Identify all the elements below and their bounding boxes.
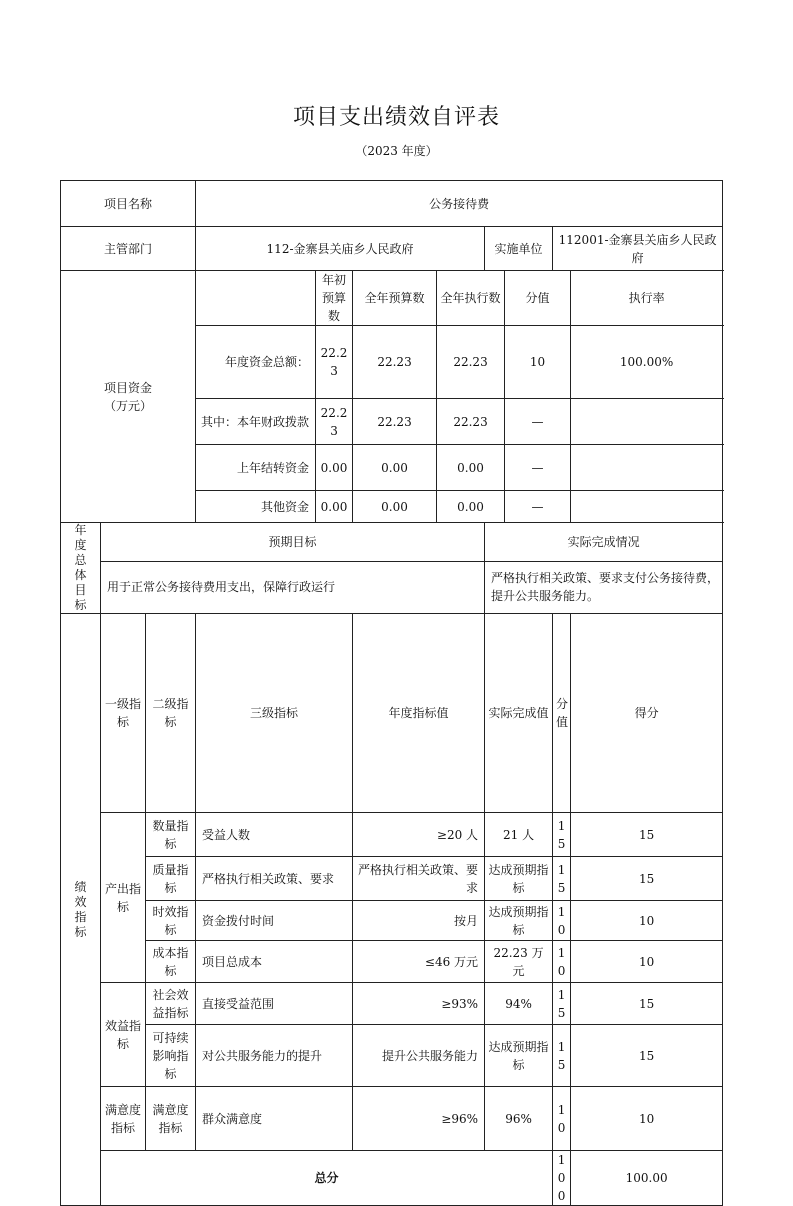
year-subtitle: （2023 年度） <box>355 144 438 158</box>
score: 15 <box>571 1025 723 1087</box>
header-actual: 实际完成值 <box>485 614 553 813</box>
funds-rate <box>571 491 723 523</box>
score: 15 <box>571 813 723 857</box>
level3: 对公共服务能力的提升 <box>196 1025 353 1087</box>
funds-header-row <box>61 271 723 326</box>
header-initial-budget: 年初预算数 <box>316 271 353 326</box>
dept-label: 主管部门 <box>61 227 196 271</box>
score: 15 <box>571 983 723 1025</box>
header-exec-rate: 执行率 <box>571 271 723 326</box>
funds-rate <box>571 399 723 445</box>
funds-initial: 0.00 <box>316 491 353 523</box>
header-executed: 全年执行数 <box>437 271 505 326</box>
perf-indicator-label: 绩 效 指 标 <box>61 614 101 1206</box>
score: 15 <box>571 857 723 901</box>
project-name-value: 公务接待费 <box>196 181 723 227</box>
indicator-row <box>61 983 723 1025</box>
actual-completion-text: 严格执行相关政策、要求支付公务接待费，提升公共服务能力。 <box>485 561 723 613</box>
score-value: 10 <box>553 941 571 983</box>
funds-label-line2: （万元） <box>104 398 153 413</box>
funds-full: 22.23 <box>353 399 437 445</box>
score-value: 10 <box>553 1087 571 1151</box>
funds-header-empty <box>196 271 316 326</box>
funds-full: 22.23 <box>353 326 437 399</box>
indicator-row <box>61 1087 723 1151</box>
funds-rate: 100.00% <box>571 326 723 399</box>
actual-value: 96% <box>485 1087 553 1151</box>
dept-value: 112-金寨县关庙乡人民政府 <box>196 227 485 271</box>
funds-exec: 0.00 <box>437 491 505 523</box>
header-level3: 三级指标 <box>196 614 353 813</box>
annual-goal-label: 年 度 总 体 目 标 <box>61 523 101 614</box>
header-target: 年度指标值 <box>353 614 485 813</box>
total-row <box>61 1151 723 1206</box>
level3: 资金拨付时间 <box>196 901 353 941</box>
total-label: 总分 <box>101 1151 553 1206</box>
score-value: 15 <box>553 983 571 1025</box>
funds-score-value: — <box>505 445 571 491</box>
goal-header-row <box>61 523 723 562</box>
funds-exec: 22.23 <box>437 399 505 445</box>
score-value: 15 <box>553 857 571 901</box>
target-value: ≥93% <box>353 983 485 1025</box>
header-score: 得分 <box>571 614 723 813</box>
indicator-row <box>61 941 723 983</box>
level3: 项目总成本 <box>196 941 353 983</box>
indicator-row <box>61 857 723 901</box>
level2: 成本指标 <box>146 941 196 983</box>
actual-value: 21 人 <box>485 813 553 857</box>
header-score-value: 分值 <box>505 271 571 326</box>
level1-satisfaction: 满意度指标 <box>101 1087 146 1151</box>
funds-score-value: — <box>505 491 571 523</box>
level3: 严格执行相关政策、要求 <box>196 857 353 901</box>
page-title: 项目支出绩效自评表 <box>292 105 500 130</box>
target-value: 严格执行相关政策、要求 <box>353 857 485 901</box>
header-full-budget: 全年预算数 <box>353 271 437 326</box>
indicator-row <box>61 1025 723 1087</box>
score-value: 15 <box>553 1025 571 1087</box>
funds-full: 0.00 <box>353 491 437 523</box>
goal-content-row <box>61 561 723 613</box>
level2: 社会效益指标 <box>146 983 196 1025</box>
evaluation-table <box>60 180 723 1206</box>
indicator-row <box>61 901 723 941</box>
funds-score-value: 10 <box>505 326 571 399</box>
actual-value: 94% <box>485 983 553 1025</box>
total-score-value: 100 <box>553 1151 571 1206</box>
target-value: 按月 <box>353 901 485 941</box>
funds-rate <box>571 445 723 491</box>
impl-unit-label: 实施单位 <box>485 227 553 271</box>
actual-value: 22.23 万元 <box>485 941 553 983</box>
actual-value: 达成预期指标 <box>485 857 553 901</box>
project-name-label: 项目名称 <box>61 181 196 227</box>
score-value: 15 <box>553 813 571 857</box>
funds-row-label: 其他资金 <box>196 491 316 523</box>
funds-initial: 22.23 <box>316 399 353 445</box>
funds-label <box>61 271 196 523</box>
header-level1: 一级指标 <box>101 614 146 813</box>
level2: 质量指标 <box>146 857 196 901</box>
funds-row-label: 年度资金总额： <box>196 326 316 399</box>
level3: 直接受益范围 <box>196 983 353 1025</box>
total-score: 100.00 <box>571 1151 723 1206</box>
level2: 数量指标 <box>146 813 196 857</box>
department-row <box>61 227 723 271</box>
funds-exec: 22.23 <box>437 326 505 399</box>
project-row <box>61 181 723 227</box>
level2: 时效指标 <box>146 901 196 941</box>
funds-exec: 0.00 <box>437 445 505 491</box>
funds-row-label: 上年结转资金 <box>196 445 316 491</box>
funds-label-line1: 项目资金 <box>104 380 153 395</box>
funds-initial: 0.00 <box>316 445 353 491</box>
score: 10 <box>571 941 723 983</box>
expected-goal-header: 预期目标 <box>101 523 485 562</box>
impl-unit-value: 112001-金寨县关庙乡人民政府 <box>553 227 723 271</box>
funds-row-label: 其中：本年财政拨款 <box>196 399 316 445</box>
level2: 可持续影响指标 <box>146 1025 196 1087</box>
actual-value: 达成预期指标 <box>485 901 553 941</box>
target-value: ≥96% <box>353 1087 485 1151</box>
target-value: ≥20 人 <box>353 813 485 857</box>
score: 10 <box>571 1087 723 1151</box>
expected-goal-text: 用于正常公务接待费用支出，保障行政运行 <box>101 561 485 613</box>
score: 10 <box>571 901 723 941</box>
score-value: 10 <box>553 901 571 941</box>
indicator-row <box>61 813 723 857</box>
level3: 群众满意度 <box>196 1087 353 1151</box>
funds-full: 0.00 <box>353 445 437 491</box>
header-score-value: 分值 <box>553 614 571 813</box>
level1-benefit: 效益指标 <box>101 983 146 1087</box>
target-value: ≤46 万元 <box>353 941 485 983</box>
level3: 受益人数 <box>196 813 353 857</box>
actual-completion-header: 实际完成情况 <box>485 523 723 562</box>
level1-output: 产出指标 <box>101 813 146 983</box>
funds-score-value: — <box>505 399 571 445</box>
target-value: 提升公共服务能力 <box>353 1025 485 1087</box>
header-level2: 二级指标 <box>146 614 196 813</box>
actual-value: 达成预期指标 <box>485 1025 553 1087</box>
perf-header-row <box>61 614 723 813</box>
funds-initial: 22.23 <box>316 326 353 399</box>
level2: 满意度指标 <box>146 1087 196 1151</box>
